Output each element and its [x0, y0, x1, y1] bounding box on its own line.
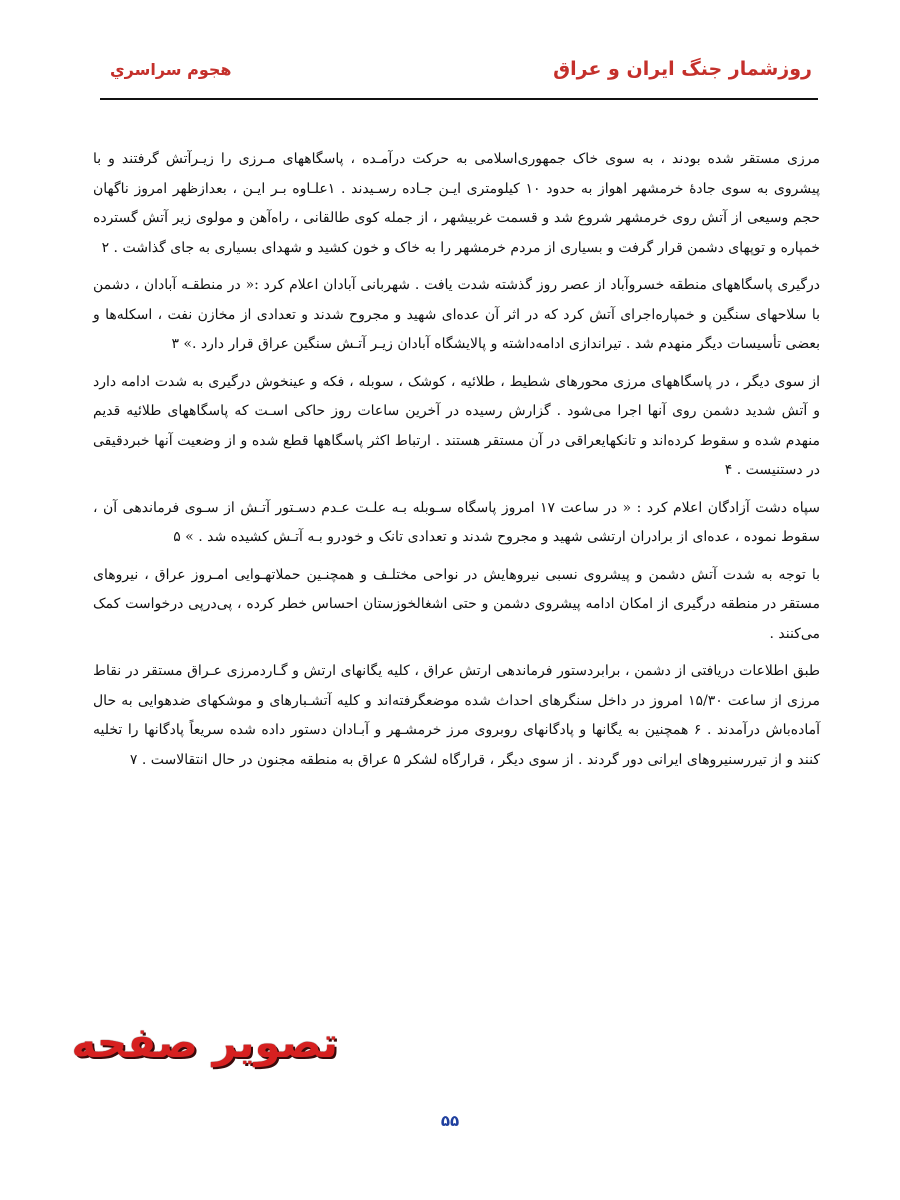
- book-title: روزشمار جنگ ايران و عراق: [553, 58, 812, 80]
- paragraph: مرزی مستقر شده بودند ، به سوی خاک جمهوری‌اسلامی به حرکت درآمـده ، پاسگاههای مـرزی را زیـرآتش گرفتند و با پیشروی به سوی جادهٔ خرمشهر اهواز به حدود ۱۰ کیلومتری ایـن جـاده رسـیدند . ۱علـاوه بـر ایـن ، بعدازظهر امروز ناگهان حجم وسیعی از آتش روی خرمشهر شروع شد و قسمت غربیشهر ، از جمله کوی طالقانی ، راه‌آهن و مولوی زیر آتش گسترده خمپاره و توپهای دشمن قرار گرفت و بسیاری از مردم خرمشهر را به خاک و خون کشید و شهدای بسیاری به جای گذاشت . ۲: [93, 151, 820, 256]
- paragraph: با توجه به شدت آتش دشمن و پیشروی نسبی نیروهایش در نواحی مختلـف و همچنـین حملاتهـوایی امـروز عراق ، نیروهای مستقر در منطقه درگیری از امکان ادامه پیشروی دشمن و حتی اشغالخوزستان احساس خطر کرده ، پی‌درپی درخواست کمک می‌کنند .: [93, 566, 820, 642]
- page-image-stamp: [71, 1012, 338, 1074]
- paragraph: سپاه دشت آزادگان اعلام کرد : « در ساعت ۱۷ امروز پاسگاه سـوبله بـه علـت عـدم دسـتور آتـش از سـوی فرماندهی آن ، سقوط نموده ، عده‌ای از برادران ارتشی شهید و مجروح شدند و تعدادی تانک و خودرو بـه آتـش کشیده شد . » ۵: [93, 499, 820, 545]
- page-number: ۵۵: [440, 1112, 460, 1130]
- section-title: هجوم سراسري: [110, 60, 232, 79]
- paragraph: درگیری پاسگاههای منطقه خسروآباد از عصر روز گذشته شدت یافت . شهربانی آبادان اعلام کرد :« در منطقـه آبادان ، دشمن با سلاحهای سنگین و خمپاره‌اجرای آتش کرد که در اثر آن عده‌ای شهید و مجروح شدند و تعدادی از مخازن نفت ، اسکله‌ها و بعضی تأسیسات دیگر منهدم شد . تیراندازی ادامه‌داشته و پالایشگاه آبادان زیـر آتـش سنگین عراق قرار دارد .» ۳: [93, 277, 821, 352]
- stamp-text: تصویر صفحه: [71, 1018, 338, 1067]
- paragraph: از سوی دیگر ، در پاسگاههای مرزی محورهای شطیط ، طلائیه ، کوشک ، سوبله ، فکه و عینخوش درگیری به شدت ادامه دارد و آتش شدید دشمن روی آنها اجرا می‌شود . گزارش رسیده در آخرین ساعات روز حاکی اسـت که پاسگاههای طلائیه قدیم منهدم شده و سقوط کرده‌اند و تانکهایعراقی در آن مستقر هستند . ارتباط اکثر پاسگاهها قطع شده و از وضعیت آنها خبردقیقی در دستنیست . ۴: [93, 373, 820, 478]
- page-header: [100, 50, 818, 100]
- paragraph: طبق اطلاعات دریافتی از دشمن ، برابردستور فرماندهی ارتش عراق ، کلیه یگانهای ارتش و گـاردمرزی عـراق مستقر در نقاط مرزی از ساعت ۱۵/۳۰ امروز در داخل سنگرهای احداث شده موضعگرفته‌اند و کلیه آتشـبارهای و موشکهای ضدهوایی به حال آماده‌باش درآمدند . ۶ همچنین به یگانها و پادگانهای روبروی مرز خرمشـهر و آبـادان دستور داده شده سریعاً پادگانها را تخلیه کنند و از تیررسنیروهای ایرانی دور گردند . از سوی دیگر ، قرارگاه لشکر ۵ عراق به منطقه مجنون در حال انتقالاست . ۷: [93, 663, 820, 768]
- body-text: [93, 145, 820, 783]
